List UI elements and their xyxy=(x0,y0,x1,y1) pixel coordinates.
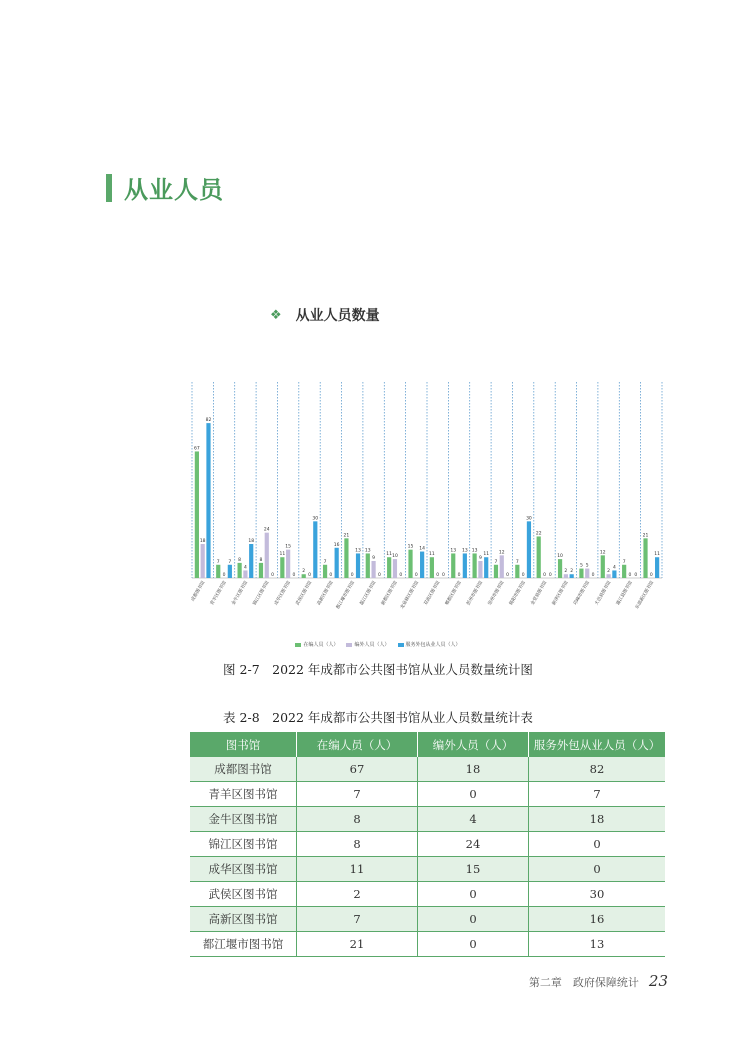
data-label: 11 xyxy=(279,552,286,558)
bar xyxy=(527,521,531,578)
data-label: 0 xyxy=(271,573,275,578)
bar xyxy=(265,533,269,578)
bar xyxy=(408,550,412,578)
category-label: 邛崃市图书馆 xyxy=(573,580,591,607)
data-label: 13 xyxy=(461,548,468,554)
data-label: 11 xyxy=(429,552,435,558)
category-label: 金牛区图书馆 xyxy=(231,580,250,607)
data-label: 22 xyxy=(535,531,542,537)
category-label: 简阳市图书馆 xyxy=(509,580,527,607)
cell-outsourced: 16 xyxy=(529,907,666,932)
cell-staff: 11 xyxy=(297,857,418,882)
data-label: 0 xyxy=(399,573,403,578)
legend-item-outsourced xyxy=(398,641,461,648)
data-label: 67 xyxy=(194,446,200,452)
table-row xyxy=(190,782,665,807)
data-label: 0 xyxy=(634,573,638,578)
category-label: 锦江区图书馆 xyxy=(252,580,271,607)
category-label: 武侯区图书馆 xyxy=(295,580,314,607)
data-label: 7 xyxy=(216,559,220,565)
bar xyxy=(206,423,210,578)
data-label: 0 xyxy=(308,573,311,578)
data-label: 2 xyxy=(302,569,306,575)
header-staff: 在编人员（人） xyxy=(297,732,418,757)
bar xyxy=(655,557,659,578)
data-label: 2 xyxy=(570,569,574,575)
category-label: 郫都区图书馆 xyxy=(444,580,463,607)
category-label: 新都区图书馆 xyxy=(380,580,399,607)
bar xyxy=(558,559,562,578)
bar xyxy=(344,538,348,578)
data-label: 8 xyxy=(259,557,263,563)
bar xyxy=(302,574,306,578)
bar xyxy=(238,563,242,578)
bar xyxy=(643,538,647,578)
data-label: 9 xyxy=(372,556,376,561)
data-label: 7 xyxy=(494,559,498,565)
category-label: 青羊区图书馆 xyxy=(209,580,228,607)
data-label: 21 xyxy=(642,533,649,539)
category-label: 双流区图书馆 xyxy=(423,580,442,607)
cell-staff: 2 xyxy=(297,882,418,907)
data-label: 0 xyxy=(222,573,226,578)
cell-library: 金牛区图书馆 xyxy=(190,807,297,832)
cell-staff: 8 xyxy=(297,807,418,832)
data-label: 11 xyxy=(483,552,490,558)
data-label: 5 xyxy=(585,563,589,569)
bar xyxy=(356,553,360,578)
data-label: 4 xyxy=(243,565,247,571)
header-library: 图书馆 xyxy=(190,732,297,757)
bar xyxy=(606,574,610,578)
bar xyxy=(612,570,616,578)
cell-contract: 4 xyxy=(418,807,529,832)
data-label: 0 xyxy=(377,573,381,578)
bar xyxy=(494,565,498,578)
cell-contract: 15 xyxy=(418,857,529,882)
section-title: 从业人员 xyxy=(124,176,224,204)
bar xyxy=(366,553,370,578)
data-label: 0 xyxy=(506,573,510,578)
bar xyxy=(463,553,467,578)
bar xyxy=(243,570,247,578)
legend-label: 服务外包从业人员（人） xyxy=(405,642,461,648)
data-label: 24 xyxy=(263,527,270,533)
cell-contract: 24 xyxy=(418,832,529,857)
legend-item-contract xyxy=(346,641,389,648)
category-label: 高新区图书馆 xyxy=(316,580,335,607)
data-label: 9 xyxy=(478,556,482,561)
bar xyxy=(286,550,290,578)
bar xyxy=(420,552,424,578)
table-row xyxy=(190,907,665,932)
cell-library: 高新区图书馆 xyxy=(190,907,297,932)
bar xyxy=(323,565,327,578)
bar xyxy=(259,563,263,578)
bar xyxy=(451,553,455,578)
bar xyxy=(579,569,583,578)
data-label: 13 xyxy=(471,548,478,554)
legend-label: 在编人员（人） xyxy=(303,642,339,648)
section-marker xyxy=(106,174,112,202)
category-label: 新津区图书馆 xyxy=(551,580,570,607)
section-heading xyxy=(106,170,224,205)
data-label: 14 xyxy=(419,546,425,552)
data-label: 11 xyxy=(386,552,393,558)
data-label: 15 xyxy=(407,544,414,550)
data-label: 82 xyxy=(205,418,212,424)
table-row xyxy=(190,857,665,882)
cell-library: 成都图书馆 xyxy=(190,757,297,782)
cell-outsourced: 82 xyxy=(529,757,666,782)
figure-caption: 图 2-7 2022 年成都市公共图书馆从业人员数量统计图 xyxy=(223,662,533,677)
data-label: 0 xyxy=(329,573,333,578)
cell-outsourced: 7 xyxy=(529,782,666,807)
legend-swatch-blue xyxy=(398,643,404,647)
data-label: 0 xyxy=(350,573,354,578)
bar xyxy=(228,565,232,578)
data-label: 2 xyxy=(564,569,568,575)
category-label: 崇州市图书馆 xyxy=(487,580,506,607)
cell-outsourced: 18 xyxy=(529,807,666,832)
table-row xyxy=(190,932,665,957)
data-label: 2 xyxy=(607,569,611,575)
data-label: 0 xyxy=(543,573,546,578)
cell-outsourced: 13 xyxy=(529,932,666,957)
category-label: 龙泉驿区图书馆 xyxy=(399,580,421,611)
header-contract: 编外人员（人） xyxy=(418,732,529,757)
bar xyxy=(335,548,339,578)
chart-legend xyxy=(0,641,756,648)
bar xyxy=(195,451,199,578)
data-label: 0 xyxy=(457,573,461,578)
bar xyxy=(393,559,397,578)
legend-swatch-green xyxy=(295,643,301,647)
bar xyxy=(249,544,253,578)
table-caption: 表 2-8 2022 年成都市公共图书馆从业人员数量统计表 xyxy=(223,710,533,725)
table-row xyxy=(190,832,665,857)
data-label: 21 xyxy=(343,533,350,539)
header-outsourced: 服务外包从业人员（人） xyxy=(529,732,666,757)
table-row xyxy=(190,757,665,782)
category-label: 成都图书馆 xyxy=(190,580,207,603)
subsection-heading xyxy=(270,305,380,325)
data-label: 0 xyxy=(414,573,418,578)
cell-staff: 21 xyxy=(297,932,418,957)
bar xyxy=(585,569,589,578)
category-label: 成华区图书馆 xyxy=(274,580,292,607)
bar xyxy=(371,561,375,578)
cell-contract: 0 xyxy=(418,932,529,957)
cell-contract: 0 xyxy=(418,782,529,807)
bar xyxy=(280,557,284,578)
data-label: 13 xyxy=(364,548,371,554)
data-label: 18 xyxy=(248,539,255,544)
data-label: 13 xyxy=(355,548,361,554)
bar xyxy=(564,574,568,578)
cell-library: 青羊区图书馆 xyxy=(190,782,297,807)
data-label: 7 xyxy=(323,559,327,565)
data-label: 8 xyxy=(238,557,242,563)
data-label: 12 xyxy=(498,550,505,556)
bar xyxy=(216,565,220,578)
bar xyxy=(500,555,504,578)
data-label: 0 xyxy=(292,573,296,578)
legend-swatch-lavender xyxy=(346,643,352,647)
bar xyxy=(537,536,541,578)
cell-contract: 0 xyxy=(418,907,529,932)
bar xyxy=(622,565,626,578)
data-label: 30 xyxy=(312,516,319,522)
bar xyxy=(478,561,482,578)
table-header-row xyxy=(190,732,665,757)
bar xyxy=(570,574,574,578)
data-label: 10 xyxy=(557,554,563,560)
bar xyxy=(201,544,205,578)
data-label: 0 xyxy=(442,573,445,578)
cell-outsourced: 0 xyxy=(529,832,666,857)
bar xyxy=(601,555,605,578)
cell-staff: 7 xyxy=(297,782,418,807)
cell-library: 武侯区图书馆 xyxy=(190,882,297,907)
legend-label: 编外人员（人） xyxy=(354,642,390,648)
bar xyxy=(313,521,317,578)
bar xyxy=(515,565,519,578)
category-label: 东部新区图书馆 xyxy=(634,580,656,611)
cell-library: 成华区图书馆 xyxy=(190,857,297,882)
cell-library: 都江堰市图书馆 xyxy=(190,932,297,957)
staff-bar-chart xyxy=(188,378,666,628)
data-label: 30 xyxy=(526,516,532,522)
staff-table xyxy=(190,732,665,957)
data-label: 5 xyxy=(579,563,583,569)
cell-contract: 0 xyxy=(418,882,529,907)
data-label: 12 xyxy=(599,550,606,556)
data-label: 0 xyxy=(591,573,595,578)
bar xyxy=(430,557,434,578)
data-label: 0 xyxy=(548,573,552,578)
data-label: 0 xyxy=(649,573,653,578)
category-label: 彭州市图书馆 xyxy=(466,580,485,607)
data-label: 15 xyxy=(285,544,292,550)
diamond-bullet-icon: ❖ xyxy=(270,307,282,323)
cell-staff: 67 xyxy=(297,757,418,782)
subsection-title: 从业人员数量 xyxy=(295,308,380,324)
bar xyxy=(387,557,391,578)
data-label: 13 xyxy=(450,548,457,554)
cell-staff: 7 xyxy=(297,907,418,932)
chapter-label: 第二章 政府保障统计 xyxy=(528,976,639,989)
cell-contract: 18 xyxy=(418,757,529,782)
data-label: 10 xyxy=(392,554,398,560)
category-label: 温江区图书馆 xyxy=(359,580,378,607)
data-label: 4 xyxy=(612,565,616,571)
data-label: 0 xyxy=(628,573,632,578)
table-row xyxy=(190,807,665,832)
data-label: 0 xyxy=(436,573,440,578)
category-label: 大邑县图书馆 xyxy=(594,580,613,607)
category-label: 都江堰市图书馆 xyxy=(335,580,356,611)
category-label: 蒲江县图书馆 xyxy=(615,580,634,607)
page-number: 23 xyxy=(648,972,668,990)
cell-outsourced: 30 xyxy=(529,882,666,907)
cell-outsourced: 0 xyxy=(529,857,666,882)
category-label: 金堂县图书馆 xyxy=(530,580,549,607)
bar xyxy=(473,553,477,578)
legend-item-staff xyxy=(295,641,338,648)
cell-library: 锦江区图书馆 xyxy=(190,832,297,857)
cell-staff: 8 xyxy=(297,832,418,857)
page-footer xyxy=(529,972,668,990)
data-label: 16 xyxy=(333,542,340,548)
table-row xyxy=(190,882,665,907)
data-label: 7 xyxy=(622,559,626,565)
bar xyxy=(484,557,488,578)
data-label: 18 xyxy=(199,539,206,544)
data-label: 7 xyxy=(515,559,519,565)
data-label: 11 xyxy=(654,552,660,558)
data-label: 0 xyxy=(521,573,525,578)
data-label: 7 xyxy=(228,559,232,565)
